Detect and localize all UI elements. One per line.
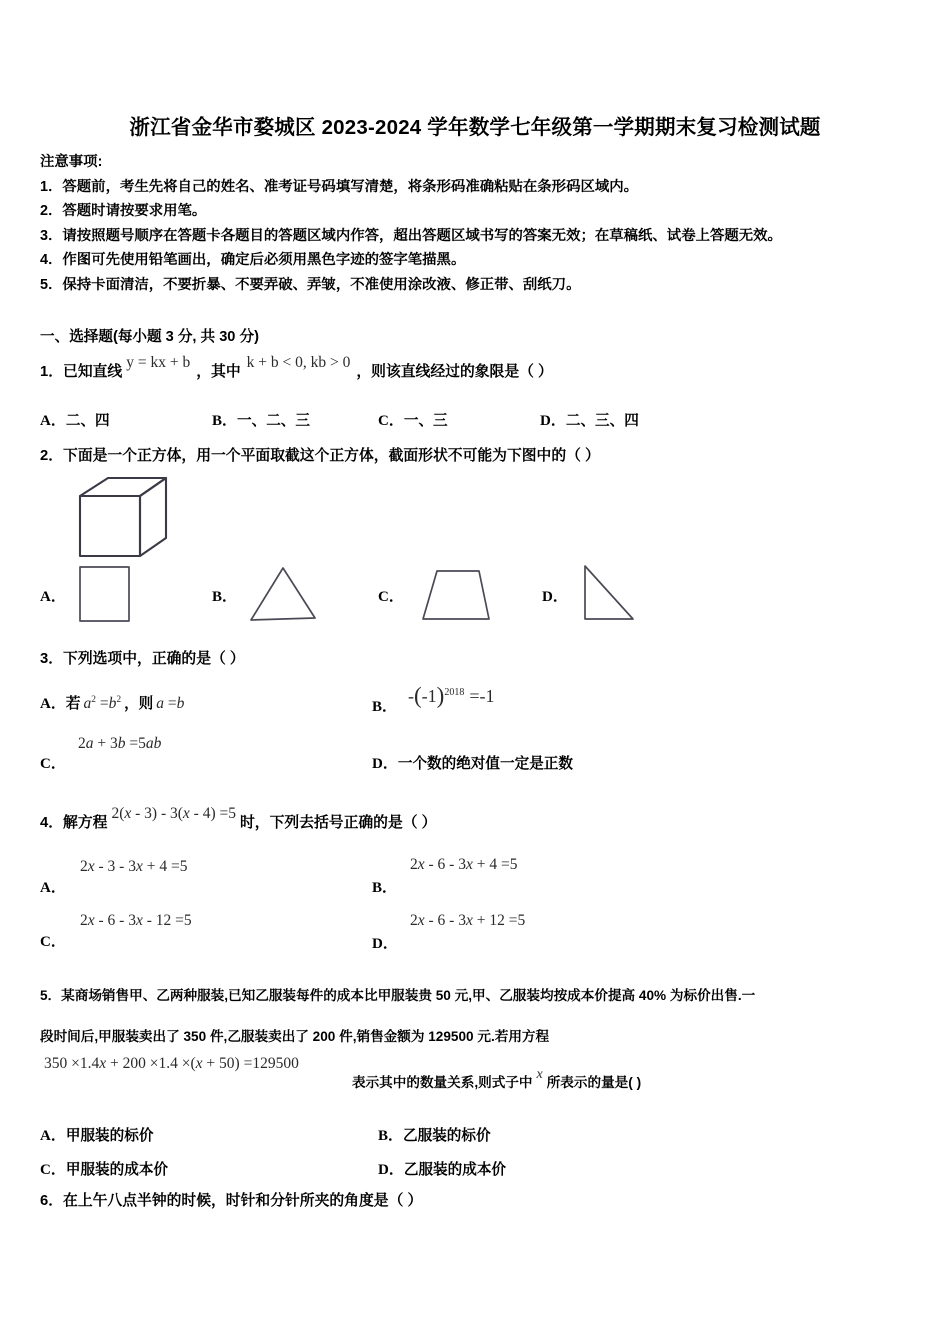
question-3-option-d[interactable] [372,752,573,773]
question-5-line-2 [40,1026,549,1048]
option-b-label: B． [372,699,398,715]
option-d-label: D． [372,756,398,772]
question-4-number: 4． [40,815,64,831]
question-6 [40,1190,422,1212]
option-a-label: A． [40,880,66,896]
option-c-label: C． [40,934,66,950]
question-3-option-b[interactable] [372,695,397,716]
question-5-option-c[interactable] [40,1158,168,1179]
question-3-option-c[interactable] [40,752,66,773]
question-4-option-b-formula: 2x - 6 - 3x + 4 =5 [410,856,518,873]
question-5-option-b[interactable] [378,1124,491,1145]
question-6-number: 6． [40,1193,64,1209]
cube-diagram [72,472,184,564]
option-a-label: A． [40,696,66,712]
question-4-option-a-formula: 2x - 3 - 3x + 4 =5 [80,858,188,875]
question-2-option-a-label[interactable] [40,585,66,606]
question-1 [40,354,553,383]
question-5-formula: 350 ×1.4x + 200 ×1.4 ×(x + 50) =129500 [44,1055,299,1072]
option-d-label: D． [540,413,566,429]
question-3 [40,648,245,670]
option-b-label: B． [372,880,398,896]
question-2-option-b-label[interactable] [212,585,237,606]
section-heading-choice: 一、选择题(每小题 3 分, 共 30 分) [40,329,259,345]
question-3-text: 下列选项中，正确的是（ ） [63,651,245,667]
notice-block [40,150,930,297]
triangle-shape-icon [245,563,321,625]
question-4-option-d[interactable] [372,932,398,953]
right-triangle-shape-icon [575,561,647,625]
question-1-option-b[interactable] [212,409,310,430]
notice-item-3: 3．请按照题号顺序在答题卡各题目的答题区域内作答，超出答题区域书写的答案无效；在草稿纸、试卷上答题无效。 [40,227,782,244]
question-4-text-before: 解方程 [63,815,108,831]
question-1-text-after: ，则该直线经过的象限是（ ） [356,364,553,380]
notice-heading: 注意事项: [40,154,103,170]
option-b-label: B． [378,1128,404,1144]
question-1-option-d[interactable] [540,409,639,430]
option-c-text: 甲服装的成本价 [65,1162,169,1178]
page-title: 浙江省金华市婺城区 2023-2024 学年数学七年级第一学期期末复习检测试题 [129,116,821,139]
option-a-text: 甲服装的标价 [65,1128,154,1144]
question-5-line-1 [40,985,755,1007]
question-2-option-d-label[interactable] [542,585,568,606]
question-1-number: 1． [40,364,64,380]
option-a-label: A． [40,589,66,605]
option-d-label: D． [372,936,398,952]
notice-item-2: 2．答题时请按要求用笔。 [40,203,207,219]
question-4-formula: 2(x - 3) - 3(x - 4) =5 [111,805,236,822]
option-c-label: C． [40,756,66,772]
option-a-label: A． [40,1128,66,1144]
question-5-text-after: 表示其中的数量关系,则式子中 [352,1075,533,1090]
option-d-text: 乙服装的成本价 [403,1162,507,1178]
option-b-label: B． [212,413,238,429]
square-shape-icon [77,563,137,625]
question-5-text-line-2: 段时间后,甲服装卖出了 350 件,乙服装卖出了 200 件,销售金额为 129500 元.若用方程 [40,1029,550,1044]
question-4-option-d-formula: 2x - 6 - 3x + 12 =5 [410,912,526,929]
option-b-label: B． [212,589,238,605]
option-a-text: 二、四 [65,413,110,429]
option-d-text: 二、三、四 [565,413,639,429]
question-5-option-d[interactable] [378,1158,506,1179]
question-1-formula-1: y = kx + b [126,354,191,371]
option-a-formula: $a^2 =b^2$ [83,694,122,712]
question-2-option-c-label[interactable] [378,585,404,606]
question-1-option-c[interactable] [378,409,448,430]
question-1-option-a[interactable] [40,409,110,430]
question-4-option-c-formula: 2x - 6 - 3x - 12 =5 [80,912,192,929]
question-5-text-end: 所表示的量是( ) [546,1075,642,1090]
option-c-text: 一、三 [403,413,448,429]
option-a-label: A． [40,413,66,429]
question-4 [40,805,437,834]
question-3-option-a[interactable] [40,692,184,713]
option-d-label: D． [378,1162,404,1178]
option-d-text: 一个数的绝对值一定是正数 [397,756,573,772]
notice-item-5: 5．保持卡面清洁，不要折暴、不要弄破、弄皱，不准使用涂改液、修正带、刮纸刀。 [40,276,581,293]
question-3-option-c-formula: 2a + 3b =5ab [78,735,162,752]
trapezoid-shape-icon [413,563,499,625]
question-5-variable: x [536,1067,543,1082]
question-4-text-after: 时，下列去括号正确的是（ ） [240,815,437,831]
option-a-text-middle: ，则 [124,696,154,712]
notice-item-1: 1．答题前，考生先将自己的姓名、准考证号码填写清楚，将条形码准确粘贴在条形码区域内。 [40,178,639,195]
question-5-number: 5． [40,988,62,1003]
option-c-label: C． [40,1162,66,1178]
option-b-text: 一、二、三 [237,413,310,429]
option-b-text: 乙服装的标价 [403,1128,491,1144]
question-6-text: 在上午八点半钟的时候，时针和分针所夹的角度是（ ） [63,1193,423,1209]
option-c-label: C． [378,589,404,605]
question-4-option-a[interactable] [40,876,66,897]
question-1-formula-2: k + b < 0, kb > 0 [246,354,351,371]
option-c-label: C． [378,413,404,429]
question-2-text: 下面是一个正方体，用一个平面取截这个正方体，截面形状不可能为下图中的（ ） [63,448,600,464]
question-3-option-b-formula: $-(-1)^{2018} =-1$ [408,683,495,708]
question-2 [40,445,600,467]
question-1-text-middle: ，其中 [196,364,241,380]
question-5-text-line-1: 某商场销售甲、乙两种服装,已知乙服装每件的成本比甲服装贵 50 元,甲、乙服装均按成本价提高 40% 为标价出售.一 [61,988,756,1003]
question-4-option-c[interactable] [40,930,66,951]
option-a-text-prefix: 若 [65,696,81,712]
question-2-number: 2． [40,448,64,464]
notice-item-4: 4．作图可先使用铅笔画出，确定后必须用黑色字迹的签字笔描黑。 [40,252,466,268]
option-a-formula-2: a =b [156,695,185,712]
question-5-option-a[interactable] [40,1124,153,1145]
option-d-label: D． [542,589,568,605]
question-3-number: 3． [40,651,64,667]
question-1-text-before: 已知直线 [63,364,123,380]
question-4-option-b[interactable] [372,876,397,897]
question-5-text-tail [352,1067,642,1095]
